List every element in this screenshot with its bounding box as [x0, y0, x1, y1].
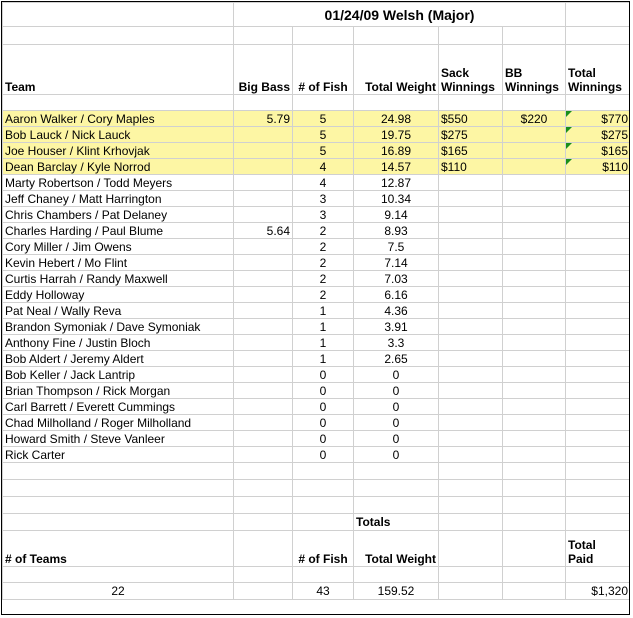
totals-teams-value[interactable]: 22 — [3, 583, 234, 600]
table-row — [3, 255, 631, 271]
cell[interactable] — [234, 531, 293, 567]
fish-count-cell[interactable]: 0 — [293, 447, 354, 463]
sack-winnings-cell[interactable] — [439, 191, 503, 207]
table-row — [3, 111, 631, 127]
table-row — [3, 207, 631, 223]
total-winnings-cell[interactable] — [566, 383, 631, 399]
fish-count-cell[interactable]: 4 — [293, 175, 354, 191]
team-cell[interactable]: Eddy Holloway — [3, 287, 234, 303]
cell[interactable] — [234, 95, 293, 111]
fish-count-cell[interactable]: 2 — [293, 287, 354, 303]
table-row — [3, 351, 631, 367]
team-cell[interactable]: Bob Lauck / Nick Lauck — [3, 127, 234, 143]
cell[interactable] — [234, 497, 293, 514]
header-team[interactable]: Team — [3, 45, 234, 95]
totals-label-row — [3, 514, 631, 531]
cell[interactable] — [503, 531, 566, 567]
weight-cell[interactable]: 3.3 — [354, 335, 439, 351]
bb-winnings-cell[interactable] — [503, 255, 566, 271]
weight-cell[interactable]: 7.14 — [354, 255, 439, 271]
cell[interactable] — [503, 480, 566, 497]
cell[interactable] — [293, 463, 354, 480]
weight-cell[interactable]: 7.03 — [354, 271, 439, 287]
cell[interactable] — [3, 480, 234, 497]
cell[interactable] — [566, 480, 631, 497]
big-bass-cell[interactable] — [234, 191, 293, 207]
total-winnings-cell[interactable]: $110 — [566, 159, 631, 175]
cell[interactable] — [3, 27, 234, 45]
bb-winnings-cell[interactable] — [503, 399, 566, 415]
total-winnings-cell[interactable] — [566, 255, 631, 271]
cell[interactable] — [293, 95, 354, 111]
bb-winnings-cell[interactable] — [503, 175, 566, 191]
bb-winnings-cell[interactable] — [503, 223, 566, 239]
sack-winnings-cell[interactable]: $550 — [439, 111, 503, 127]
weight-cell[interactable]: 0 — [354, 367, 439, 383]
totals-paid-line1: Total — [568, 538, 596, 552]
team-cell[interactable]: Howard Smith / Steve Vanleer — [3, 431, 234, 447]
cell[interactable] — [354, 95, 439, 111]
weight-cell[interactable]: 3.91 — [354, 319, 439, 335]
header-row — [3, 45, 631, 95]
header-total-line1: Total — [568, 66, 596, 80]
team-cell[interactable]: Marty Robertson / Todd Meyers — [3, 175, 234, 191]
cell[interactable] — [3, 95, 234, 111]
big-bass-cell[interactable] — [234, 367, 293, 383]
team-cell[interactable]: Anthony Fine / Justin Bloch — [3, 335, 234, 351]
totals-fish-label[interactable]: # of Fish — [293, 531, 354, 567]
cell[interactable] — [439, 463, 503, 480]
fish-count-cell[interactable]: 5 — [293, 143, 354, 159]
fish-count-cell[interactable]: 1 — [293, 303, 354, 319]
total-winnings-cell[interactable] — [566, 207, 631, 223]
header-num-fish[interactable]: # of Fish — [293, 45, 354, 95]
total-winnings-cell[interactable] — [566, 447, 631, 463]
fish-count-cell[interactable]: 1 — [293, 335, 354, 351]
table-row — [3, 447, 631, 463]
total-winnings-cell[interactable]: $275 — [566, 127, 631, 143]
total-winnings-cell[interactable] — [566, 191, 631, 207]
team-cell[interactable]: Kevin Hebert / Mo Flint — [3, 255, 234, 271]
sack-winnings-cell[interactable] — [439, 447, 503, 463]
big-bass-cell[interactable]: 5.79 — [234, 111, 293, 127]
total-winnings-cell[interactable] — [566, 223, 631, 239]
team-cell[interactable]: Joe Houser / Klint Krhovjak — [3, 143, 234, 159]
team-cell[interactable]: Jeff Chaney / Matt Harrington — [3, 191, 234, 207]
cell[interactable] — [503, 95, 566, 111]
sack-winnings-cell[interactable] — [439, 399, 503, 415]
cell[interactable] — [354, 27, 439, 45]
bb-winnings-cell[interactable] — [503, 335, 566, 351]
cell[interactable] — [439, 514, 503, 531]
fish-count-cell[interactable]: 0 — [293, 431, 354, 447]
table-row — [3, 319, 631, 335]
weight-cell[interactable]: 0 — [354, 399, 439, 415]
sack-winnings-cell[interactable] — [439, 287, 503, 303]
weight-cell[interactable]: 9.14 — [354, 207, 439, 223]
table-row — [3, 335, 631, 351]
cell[interactable] — [439, 497, 503, 514]
big-bass-cell[interactable] — [234, 431, 293, 447]
total-winnings-cell[interactable] — [566, 399, 631, 415]
cell[interactable] — [503, 463, 566, 480]
header-total-line2: Winnings — [568, 80, 622, 94]
cell[interactable] — [234, 480, 293, 497]
fish-count-cell[interactable]: 2 — [293, 271, 354, 287]
team-cell[interactable]: Aaron Walker / Cory Maples — [3, 111, 234, 127]
header-bb-line1: BB — [505, 66, 523, 80]
fish-count-cell[interactable]: 5 — [293, 111, 354, 127]
cell[interactable] — [439, 583, 503, 600]
cell[interactable] — [566, 567, 631, 583]
weight-cell[interactable]: 7.5 — [354, 239, 439, 255]
results-table — [2, 2, 630, 600]
table-row — [3, 239, 631, 255]
fish-count-cell[interactable]: 3 — [293, 207, 354, 223]
cell[interactable] — [3, 514, 234, 531]
big-bass-cell[interactable] — [234, 127, 293, 143]
total-winnings-cell[interactable] — [566, 303, 631, 319]
weight-cell[interactable]: 2.65 — [354, 351, 439, 367]
sack-winnings-cell[interactable] — [439, 431, 503, 447]
sack-winnings-cell[interactable] — [439, 175, 503, 191]
sack-winnings-cell[interactable] — [439, 335, 503, 351]
cell[interactable] — [439, 95, 503, 111]
totals-paid-value[interactable]: $1,320 — [566, 583, 631, 600]
fish-count-cell[interactable]: 1 — [293, 351, 354, 367]
spacer-row — [3, 27, 631, 45]
cell[interactable] — [234, 583, 293, 600]
team-cell[interactable]: Rick Carter — [3, 447, 234, 463]
sack-winnings-cell[interactable] — [439, 415, 503, 431]
spacer-row — [3, 480, 631, 497]
table-row — [3, 191, 631, 207]
total-winnings-cell[interactable] — [566, 287, 631, 303]
totals-section-label[interactable]: Totals — [354, 514, 439, 531]
total-winnings-cell[interactable] — [566, 175, 631, 191]
sack-winnings-cell[interactable]: $165 — [439, 143, 503, 159]
big-bass-cell[interactable] — [234, 319, 293, 335]
cell[interactable] — [234, 463, 293, 480]
team-cell[interactable]: Bob Keller / Jack Lantrip — [3, 367, 234, 383]
table-row — [3, 431, 631, 447]
cell[interactable] — [503, 27, 566, 45]
spacer-row — [3, 463, 631, 480]
cell[interactable] — [293, 567, 354, 583]
big-bass-cell[interactable] — [234, 271, 293, 287]
big-bass-cell[interactable] — [234, 207, 293, 223]
bb-winnings-cell[interactable] — [503, 287, 566, 303]
big-bass-cell[interactable] — [234, 287, 293, 303]
big-bass-cell[interactable] — [234, 175, 293, 191]
weight-cell[interactable]: 6.16 — [354, 287, 439, 303]
table-row — [3, 159, 631, 175]
fish-count-cell[interactable]: 2 — [293, 255, 354, 271]
total-winnings-cell[interactable] — [566, 239, 631, 255]
cell[interactable] — [293, 480, 354, 497]
total-winnings-cell[interactable] — [566, 271, 631, 287]
table-row — [3, 271, 631, 287]
fish-count-cell[interactable]: 3 — [293, 191, 354, 207]
cell[interactable] — [503, 497, 566, 514]
cell[interactable] — [3, 497, 234, 514]
big-bass-cell[interactable] — [234, 255, 293, 271]
sack-winnings-cell[interactable]: $110 — [439, 159, 503, 175]
table-row — [3, 415, 631, 431]
cell[interactable] — [566, 95, 631, 111]
cell[interactable] — [566, 463, 631, 480]
totals-paid-line2: Paid — [568, 552, 594, 566]
weight-cell[interactable]: 0 — [354, 447, 439, 463]
total-winnings-cell[interactable] — [566, 415, 631, 431]
bb-winnings-cell[interactable] — [503, 415, 566, 431]
total-winnings-cell[interactable] — [566, 335, 631, 351]
cell[interactable] — [234, 27, 293, 45]
big-bass-cell[interactable] — [234, 399, 293, 415]
cell[interactable] — [234, 567, 293, 583]
sack-winnings-cell[interactable] — [439, 303, 503, 319]
sack-winnings-cell[interactable]: $275 — [439, 127, 503, 143]
team-cell[interactable]: Curtis Harrah / Randy Maxwell — [3, 271, 234, 287]
fish-count-cell[interactable]: 1 — [293, 319, 354, 335]
table-row — [3, 175, 631, 191]
header-big-bass[interactable]: Big Bass — [234, 45, 293, 95]
team-cell[interactable]: Charles Harding / Paul Blume — [3, 223, 234, 239]
cell[interactable] — [3, 567, 234, 583]
cell[interactable] — [354, 480, 439, 497]
big-bass-cell[interactable] — [234, 303, 293, 319]
total-winnings-cell[interactable] — [566, 367, 631, 383]
bb-winnings-cell[interactable] — [503, 239, 566, 255]
team-cell[interactable]: Bob Aldert / Jeremy Aldert — [3, 351, 234, 367]
table-row — [3, 383, 631, 399]
team-cell[interactable]: Pat Neal / Wally Reva — [3, 303, 234, 319]
title-row — [3, 3, 631, 27]
fish-count-cell[interactable]: 0 — [293, 367, 354, 383]
totals-teams-label[interactable]: # of Teams — [3, 531, 234, 567]
cell[interactable] — [439, 567, 503, 583]
fish-count-cell[interactable]: 0 — [293, 399, 354, 415]
cell[interactable] — [3, 3, 234, 27]
fish-count-cell[interactable]: 2 — [293, 239, 354, 255]
weight-cell[interactable]: 0 — [354, 415, 439, 431]
team-cell[interactable]: Chris Chambers / Pat Delaney — [3, 207, 234, 223]
cell[interactable] — [234, 514, 293, 531]
sack-winnings-cell[interactable] — [439, 239, 503, 255]
bb-winnings-cell[interactable] — [503, 191, 566, 207]
cell[interactable] — [439, 480, 503, 497]
sheet-title[interactable]: 01/24/09 Welsh (Major) — [234, 3, 566, 27]
weight-cell[interactable]: 0 — [354, 431, 439, 447]
bb-winnings-cell[interactable] — [503, 207, 566, 223]
totals-paid-label[interactable] — [566, 531, 631, 567]
totals-header-row — [3, 531, 631, 567]
big-bass-cell[interactable] — [234, 415, 293, 431]
team-cell[interactable]: Brandon Symoniak / Dave Symoniak — [3, 319, 234, 335]
total-winnings-cell[interactable] — [566, 431, 631, 447]
sack-winnings-cell[interactable] — [439, 223, 503, 239]
cell[interactable] — [354, 567, 439, 583]
sack-winnings-cell[interactable] — [439, 383, 503, 399]
team-cell[interactable]: Carl Barrett / Everett Cummings — [3, 399, 234, 415]
header-total-weight[interactable]: Total Weight — [354, 45, 439, 95]
totals-values-row — [3, 583, 631, 600]
total-winnings-cell[interactable] — [566, 319, 631, 335]
table-row — [3, 223, 631, 239]
fish-count-cell[interactable]: 4 — [293, 159, 354, 175]
total-winnings-cell[interactable] — [566, 351, 631, 367]
big-bass-cell[interactable] — [234, 159, 293, 175]
bb-winnings-cell[interactable] — [503, 143, 566, 159]
fish-count-cell[interactable]: 0 — [293, 415, 354, 431]
weight-cell[interactable]: 10.34 — [354, 191, 439, 207]
weight-cell[interactable]: 0 — [354, 383, 439, 399]
bb-winnings-cell[interactable] — [503, 383, 566, 399]
sack-winnings-cell[interactable] — [439, 319, 503, 335]
cell[interactable] — [293, 497, 354, 514]
sack-winnings-cell[interactable] — [439, 271, 503, 287]
table-row — [3, 367, 631, 383]
table-row — [3, 399, 631, 415]
cell[interactable] — [293, 514, 354, 531]
cell[interactable] — [354, 497, 439, 514]
fish-count-cell[interactable]: 2 — [293, 223, 354, 239]
weight-cell[interactable]: 24.98 — [354, 111, 439, 127]
bb-winnings-cell[interactable] — [503, 159, 566, 175]
bb-winnings-cell[interactable] — [503, 367, 566, 383]
bb-winnings-cell[interactable] — [503, 447, 566, 463]
bb-winnings-cell[interactable] — [503, 351, 566, 367]
bb-winnings-cell[interactable] — [503, 271, 566, 287]
bb-winnings-cell[interactable] — [503, 431, 566, 447]
cell[interactable] — [293, 27, 354, 45]
cell[interactable] — [503, 567, 566, 583]
bb-winnings-cell[interactable] — [503, 303, 566, 319]
table-row — [3, 127, 631, 143]
fish-count-cell[interactable]: 5 — [293, 127, 354, 143]
cell[interactable] — [439, 531, 503, 567]
bb-winnings-cell[interactable] — [503, 127, 566, 143]
fish-count-cell[interactable]: 0 — [293, 383, 354, 399]
cell[interactable] — [566, 27, 631, 45]
header-bb-line2: Winnings — [505, 80, 559, 94]
bb-winnings-cell[interactable] — [503, 319, 566, 335]
big-bass-cell[interactable] — [234, 239, 293, 255]
cell[interactable] — [566, 497, 631, 514]
totals-weight-value[interactable]: 159.52 — [354, 583, 439, 600]
big-bass-cell[interactable] — [234, 335, 293, 351]
spacer-row — [3, 497, 631, 514]
cell[interactable] — [566, 514, 631, 531]
spreadsheet — [1, 1, 630, 615]
weight-cell[interactable]: 16.89 — [354, 143, 439, 159]
table-row — [3, 143, 631, 159]
team-cell[interactable]: Brian Thompson / Rick Morgan — [3, 383, 234, 399]
header-sack-winnings[interactable] — [439, 45, 503, 95]
total-winnings-cell[interactable]: $165 — [566, 143, 631, 159]
spacer-row — [3, 95, 631, 111]
team-cell[interactable]: Dean Barclay / Kyle Norrod — [3, 159, 234, 175]
weight-cell[interactable]: 12.87 — [354, 175, 439, 191]
header-sack-line1: Sack — [441, 66, 470, 80]
table-row — [3, 303, 631, 319]
sack-winnings-cell[interactable] — [439, 351, 503, 367]
sack-winnings-cell[interactable] — [439, 367, 503, 383]
team-cell[interactable]: Chad Milholland / Roger Milholland — [3, 415, 234, 431]
sack-winnings-cell[interactable] — [439, 207, 503, 223]
cell[interactable] — [439, 27, 503, 45]
big-bass-cell[interactable] — [234, 383, 293, 399]
big-bass-cell[interactable]: 5.64 — [234, 223, 293, 239]
header-sack-line2: Winnings — [441, 80, 495, 94]
total-winnings-cell[interactable]: $770 — [566, 111, 631, 127]
cell[interactable] — [503, 514, 566, 531]
totals-fish-value[interactable]: 43 — [293, 583, 354, 600]
weight-cell[interactable]: 19.75 — [354, 127, 439, 143]
weight-cell[interactable]: 8.93 — [354, 223, 439, 239]
cell[interactable] — [3, 463, 234, 480]
big-bass-cell[interactable] — [234, 351, 293, 367]
header-bb-winnings[interactable] — [503, 45, 566, 95]
team-cell[interactable]: Cory Miller / Jim Owens — [3, 239, 234, 255]
cell[interactable] — [566, 3, 631, 27]
header-total-winnings[interactable] — [566, 45, 631, 95]
weight-cell[interactable]: 14.57 — [354, 159, 439, 175]
spacer-row — [3, 567, 631, 583]
cell[interactable] — [354, 463, 439, 480]
table-row — [3, 287, 631, 303]
weight-cell[interactable]: 4.36 — [354, 303, 439, 319]
big-bass-cell[interactable] — [234, 143, 293, 159]
totals-weight-label[interactable]: Total Weight — [354, 531, 439, 567]
big-bass-cell[interactable] — [234, 447, 293, 463]
cell[interactable] — [503, 583, 566, 600]
bb-winnings-cell[interactable]: $220 — [503, 111, 566, 127]
sack-winnings-cell[interactable] — [439, 255, 503, 271]
